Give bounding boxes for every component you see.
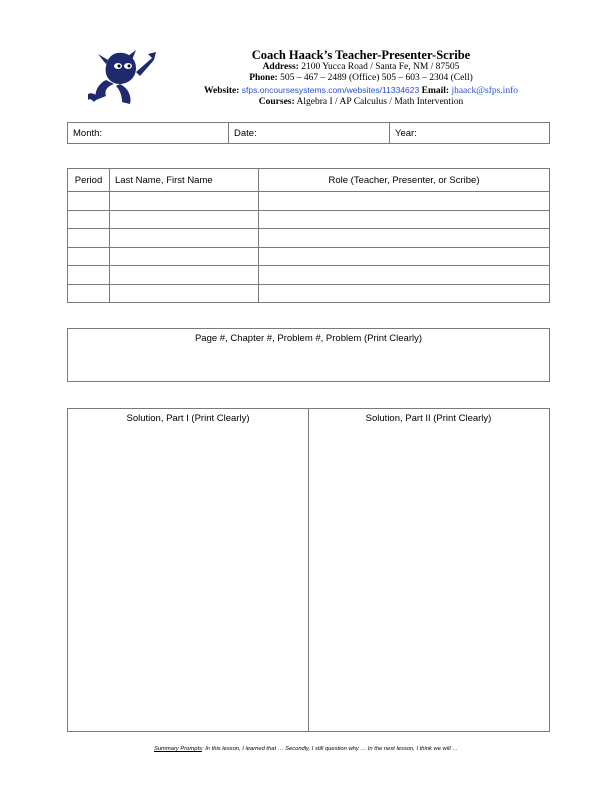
- letterhead: [200, 48, 522, 109]
- table-row: [68, 229, 550, 248]
- phone-value: 505 – 467 – 2489 (Office) 505 – 603 – 2304 (Cell): [280, 73, 473, 84]
- summary-prompts-text: : In this lesson, I learned that … Secondly, I still question why … In the next lesson, I think we will …: [201, 746, 459, 752]
- problem-box[interactable]: [67, 328, 550, 382]
- table-row: [68, 284, 550, 303]
- page-title: Coach Haack’s Teacher-Presenter-Scribe: [251, 48, 471, 62]
- period-header: Period: [68, 169, 110, 192]
- summary-prompts: [0, 746, 612, 752]
- role-cell[interactable]: [259, 210, 550, 229]
- solution-part-1[interactable]: [68, 409, 309, 731]
- role-cell[interactable]: [259, 247, 550, 266]
- period-cell[interactable]: [68, 229, 110, 248]
- mascot-logo: [84, 50, 158, 106]
- solution-part-2[interactable]: [308, 409, 549, 731]
- period-cell[interactable]: [68, 247, 110, 266]
- table-row: [68, 266, 550, 285]
- name-cell[interactable]: [110, 284, 259, 303]
- address-line: [200, 62, 522, 73]
- period-cell[interactable]: [68, 192, 110, 211]
- website-link[interactable]: sfps.oncoursesystems.com/websites/11334623: [241, 84, 420, 95]
- name-header: Last Name, First Name: [110, 169, 259, 192]
- name-cell[interactable]: [110, 210, 259, 229]
- address-label: Address:: [262, 62, 299, 72]
- period-cell[interactable]: [68, 284, 110, 303]
- table-row: [68, 210, 550, 229]
- phone-label: Phone:: [249, 73, 278, 84]
- name-cell[interactable]: [110, 247, 259, 266]
- name-cell[interactable]: [110, 229, 259, 248]
- date-field[interactable]: Date:: [229, 123, 390, 144]
- role-cell[interactable]: [259, 266, 550, 285]
- role-cell[interactable]: [259, 229, 550, 248]
- name-cell[interactable]: [110, 192, 259, 211]
- address-value: 2100 Yucca Road / Santa Fe, NM / 87505: [301, 62, 460, 72]
- role-header: Role (Teacher, Presenter, or Scribe): [259, 169, 550, 192]
- problem-label: Page #, Chapter #, Problem #, Problem (Print Clearly): [194, 333, 423, 344]
- table-row: [68, 247, 550, 266]
- phone-line: [200, 73, 522, 84]
- website-label: Website:: [204, 85, 240, 96]
- table-row: [68, 192, 550, 211]
- roster-table: [67, 168, 550, 303]
- email-link[interactable]: jhaack@sfps.info: [451, 85, 518, 96]
- courses-label: Courses:: [258, 97, 295, 108]
- role-cell[interactable]: [259, 284, 550, 303]
- email-label: Email:: [421, 85, 450, 96]
- role-cell[interactable]: [259, 192, 550, 211]
- year-field[interactable]: Year:: [390, 123, 550, 144]
- solution-part-2-label: Solution, Part II (Print Clearly): [365, 413, 492, 424]
- courses-value: Algebra I / AP Calculus / Math Intervention: [296, 97, 464, 108]
- date-info-table: [67, 122, 550, 144]
- summary-prompts-label: Summary Prompts: [153, 746, 202, 752]
- solutions-box: [67, 408, 550, 732]
- month-field[interactable]: Month:: [68, 123, 229, 144]
- period-cell[interactable]: [68, 210, 110, 229]
- contact-line: [200, 85, 522, 97]
- solution-part-1-label: Solution, Part I (Print Clearly): [126, 413, 250, 424]
- courses-line: [200, 97, 522, 108]
- name-cell[interactable]: [110, 266, 259, 285]
- roster-header-row: [68, 169, 550, 192]
- period-cell[interactable]: [68, 266, 110, 285]
